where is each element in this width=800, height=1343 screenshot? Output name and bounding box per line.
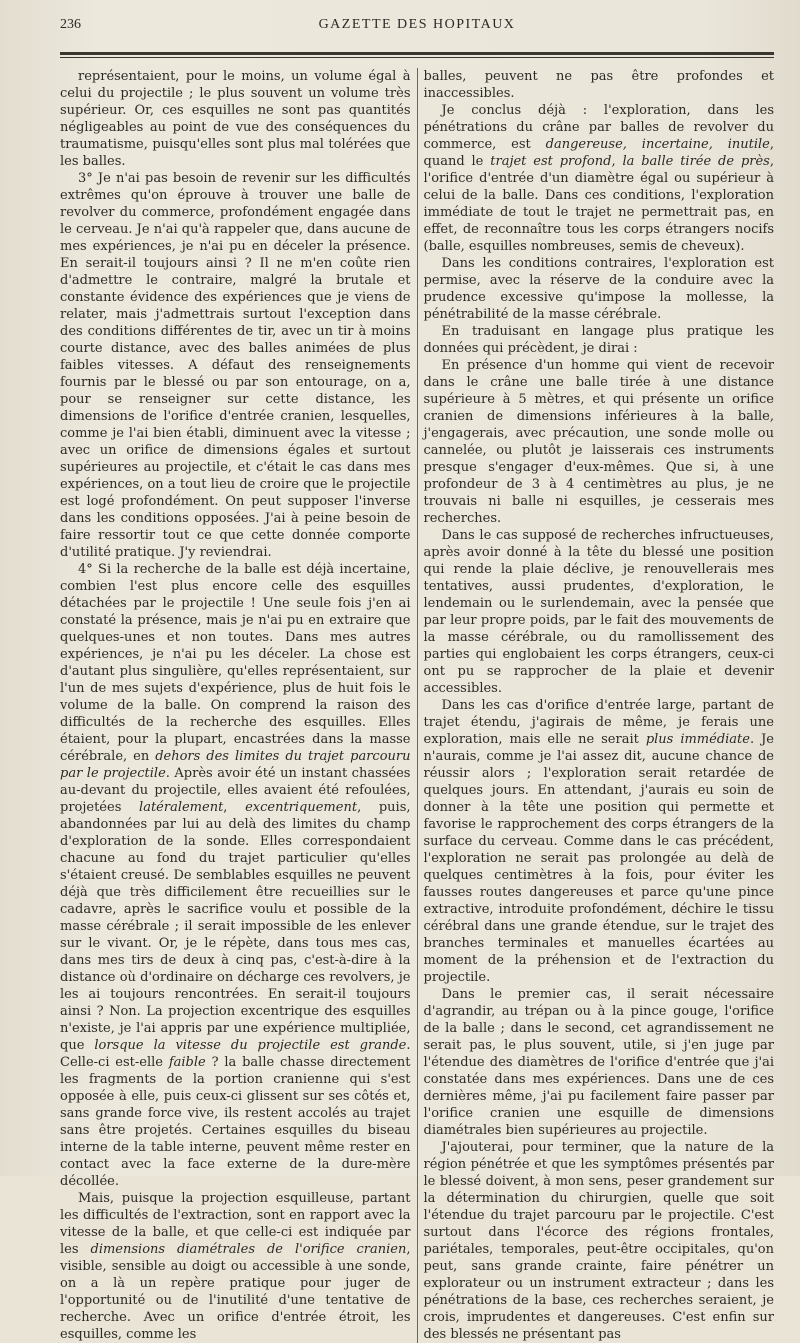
text-run: J'ajouterai, pour terminer, que la nature de la région pénétrée et que les symptômes présentés par le blessé doivent, à mon sens, peser grandement sur la détermination du chirurgien, quelle que soit l'étendue du trajet parcouru par le projectile. C'est surtout dans l'écorce des régions frontales, pariétales, temporales, peut-être occipitales, qu'on peut, sans grande crainte, faire pénétrer un explorateur ou un instrument extracteur ; dans les pénétrations de la base, ces recherches seraient, je crois, imprudentes et dangereuses. C'est enfin sur des blessés ne présentant pas bbox=[423, 1140, 774, 1342]
text-run: . Je n'aurais, comme je l'ai assez dit, aucune chance de réussir alors ; l'exploration serait retardée de quelques jours. En attendant, j'aurais eu soin de donner à la tête une position qui permette et favorise le rapprochement des corps étrangers de la surface du cerveau. Comme dans le cas précédent, l'exploration ne serait pas prolongée au delà de quelques centimètres à la fois, pour éviter les fausses routes dangereuses et parce qu'une pince extractive, introduite profondément, déchire le tissu cérébral dans une grande étendue, sur le trajet des branches terminales et manuelles écartées au moment de la préhension et de l'extraction du projectile. bbox=[423, 732, 775, 985]
text-run: balles, peuvent ne pas être profondes et inaccessibles. bbox=[423, 69, 774, 101]
paragraph bbox=[424, 255, 775, 323]
paragraph bbox=[424, 357, 775, 527]
text-run: , bbox=[223, 800, 246, 815]
paragraph bbox=[60, 170, 411, 561]
paragraph bbox=[60, 561, 411, 1190]
text-run: , puis, abandonnées par lui au delà des limites du champ d'exploration de la sonde. Elles correspondaient chacune au fond du trajet particulier qu'elles s'étaient creusé. De semblables esquilles ne peuvent déjà que très difficilement être recueillies sur le cadavre, après le sacrifice voulu et possible de la masse cérébrale ; il serait impossible de les enlever sur le vivant. Or, je le répète, dans tous mes cas, dans mes tirs de deux à cinq pas, c'est-à-dire à la distance où d'ordinaire on décharge ces revolvers, je les ai toujours rencontrées. En serait-il toujours ainsi ? Non. La projection excentrique des esquilles n'existe, je l'ai appris par une expérience multipliée, que bbox=[60, 800, 411, 1053]
paragraph bbox=[424, 527, 775, 697]
text-run: , visible, sensible au doigt ou accessible à une sonde, on a là un repère pratique pour juger de l'opportunité ou de l'inutilité d'une tentative de recherche. Avec un orifice d'entrée étroit, les esquilles, comme les bbox=[60, 1242, 411, 1342]
text-run: En présence d'un homme qui vient de recevoir dans le crâne une balle tirée à une distance supérieure à 5 mètres, et qui présente un orifice cranien de dimensions inférieures à la balle, j'engagerais, avec précaution, une sonde molle ou cannelée, ou plutôt je laisserais ces instruments presque s'engager d'eux-mêmes. Que si, à une profondeur de 3 à 4 centimètres au plus, je ne trouvais ni balle ni esquilles, je cesserais mes recherches. bbox=[423, 358, 774, 526]
paragraph bbox=[424, 323, 775, 357]
text-run: , l'orifice d'entrée d'un diamètre égal ou supérieur à celui de la balle. Dans ces conditions, l'exploration immédiate de tout le trajet ne permettrait pas, en effet, de reconnaître tous les corps étrangers nocifs (balle, esquilles nombreuses, semis de cheveux). bbox=[423, 154, 774, 254]
paragraph bbox=[60, 1190, 411, 1343]
header-rule-thin bbox=[60, 57, 774, 58]
page-header bbox=[60, 14, 774, 38]
italic-text: trajet est profond bbox=[490, 154, 612, 169]
italic-text: faible bbox=[168, 1055, 206, 1070]
text-run: Je conclus déjà : l'exploration, dans les pénétrations du crâne par balles de revolver du commerce, est bbox=[423, 103, 774, 152]
italic-text: latéralement bbox=[139, 800, 224, 815]
paragraph bbox=[60, 68, 411, 170]
text-run: 4° Si la recherche de la balle est déjà incertaine, combien l'est plus encore celle des esquilles détachées par le projectile ! Une seule fois j'en ai constaté la présence, mais je n'ai pu en extraire que quelques-unes et non toutes. Dans mes autres expériences, je n'ai pu les déceler. La chose est d'autant plus singulière, qu'elles représentaient, sur l'un de mes sujets d'expérience, plus de huit fois le volume de la balle. On comprend la raison des difficultés de la recherche des esquilles. Elles étaient, pour la plupart, encastrées dans la masse cérébrale, en bbox=[60, 562, 411, 764]
text-run: , bbox=[611, 154, 623, 169]
text-run: Dans les cas d'orifice d'entrée large, partant de trajet étendu, j'agirais de même, je ferais une exploration, mais elle ne serait bbox=[423, 698, 774, 747]
paragraph bbox=[424, 68, 775, 102]
right-column bbox=[424, 68, 775, 1343]
header-rule-thick bbox=[60, 52, 774, 55]
text-run: Dans le premier cas, il serait nécessaire d'agrandir, au trépan ou à la pince gouge, l'orifice de la balle ; dans le second, cet agrandissement ne serait pas, le plus souvent, utile, si j'en juge par l'étendue des diamètres de l'orifice d'entrée que j'ai constatée dans mes expériences. Dans une de ces dernières même, j'ai pu facilement faire passer par l'orifice cranien une esquille de dimensions diamétrales bien supérieures au projectile. bbox=[423, 987, 774, 1138]
text-run: , quand le bbox=[423, 137, 774, 169]
paragraph bbox=[424, 697, 775, 986]
text-run: Dans le cas supposé de recherches infructueuses, après avoir donné à la tête du blessé une position qui rende la plaie déclive, je renouvellerais mes tentatives, aussi prudentes, d'exploration, le lendemain ou le surlendemain, avec la pensée que par leur propre poids, par le fait des mouvements de la masse cérébrale, ou du ramollissement des parties qui englobaient les corps étrangers, ceux-ci ont pu se rapprocher de la plaie et devenir accessibles. bbox=[423, 528, 774, 696]
italic-text: lorsque la vitesse du projectile est grande bbox=[94, 1038, 407, 1053]
paragraph bbox=[424, 102, 775, 255]
text-run: . Après avoir été un instant chassées au-devant du projectile, elles avaient été refoulées, projetées bbox=[60, 766, 411, 815]
italic-text: plus immédiate bbox=[645, 732, 750, 747]
italic-text: dangereuse, incertaine, inutile bbox=[545, 137, 770, 152]
text-run: représentaient, pour le moins, un volume égal à celui du projectile ; le plus souvent un volume très supérieur. Or, ces esquilles ne sont pas quantités négligeables au point de vue des conséquences du traumatisme, puisqu'elles sont plus mal tolérées que les balles. bbox=[60, 69, 411, 169]
text-run: 3° Je n'ai pas besoin de revenir sur les difficultés extrêmes qu'on éprouve à trouver une balle de revolver du commerce, profondément engagée dans le cerveau. Je n'ai qu'à rappeler que, dans aucune de mes expériences, je n'ai pu en déceler la présence. En serait-il toujours ainsi ? Il ne m'en coûte rien d'admettre le contraire, malgré la brutale et constante évidence des expériences que je viens de relater, mais j'admettrais surtout l'exception dans des conditions différentes de tir, avec un tir à moins courte distance, avec des balles animées de plus faibles vitesses. A défaut des renseignements fournis par le blessé ou par son entourage, on a, pour se renseigner sur cette distance, les dimensions de l'orifice d'entrée cranien, lesquelles, comme je l'ai bien établi, diminuent avec la vitesse ; avec un orifice de dimensions égales et surtout supérieures au projectile, et c'était le cas dans mes expériences, on a tout lieu de croire que le projectile est logé profondément. On peut supposer l'inverse dans les conditions opposées. J'ai à peine besoin de faire ressortir tout ce que cette donnée comporte d'utilité pratique. J'y reviendrai. bbox=[60, 171, 411, 560]
italic-text: dehors des limites du trajet parcouru par le projectile bbox=[60, 749, 411, 781]
paragraph bbox=[424, 986, 775, 1139]
italic-text: dimensions diamétrales de l'orifice cranien bbox=[90, 1242, 407, 1257]
text-run: . Celle-ci est-elle bbox=[60, 1038, 411, 1070]
left-column bbox=[60, 68, 411, 1343]
text-run: Mais, puisque la projection esquilleuse, partant les difficultés de l'extraction, sont en rapport avec la vitesse de la balle, et que celle-ci est indiquée par les bbox=[60, 1191, 411, 1257]
text-run: Dans les conditions contraires, l'exploration est permise, avec la réserve de la conduire avec la prudence excessive qu'impose la mollesse, la pénétrabilité de la masse cérébrale. bbox=[423, 256, 774, 322]
italic-text: excentriquement bbox=[245, 800, 358, 815]
paragraph bbox=[424, 1139, 775, 1343]
page-number: 236 bbox=[60, 17, 81, 32]
journal-title: GAZETTE DES HOPITAUX bbox=[318, 17, 516, 32]
text-run: En traduisant en langage plus pratique les données qui précèdent, je dirai : bbox=[423, 324, 774, 356]
italic-text: la balle tirée de près bbox=[622, 154, 770, 169]
text-run: ? la balle chasse directement les fragments de la portion cranienne qui s'est opposée à elle, puis ceux-ci glissent sur ses côtés et, sans grande force vive, ils restent accolés au trajet sans être projetés. Certaines esquilles du biseau interne de la table interne, peuvent même rester en contact avec la face externe de la dure-mère décollée. bbox=[60, 1055, 411, 1189]
text-columns bbox=[60, 68, 774, 1343]
column-divider bbox=[417, 68, 418, 1343]
